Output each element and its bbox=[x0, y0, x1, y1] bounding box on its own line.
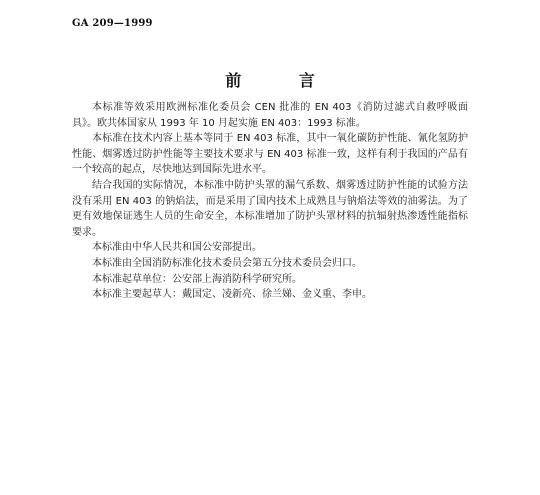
paragraph-drafting-unit: 本标准起草单位：公安部上海消防科学研究所。 bbox=[92, 273, 302, 285]
paragraph-technical-content: 本标准在技术内容上基本等同于 EN 403 标准，其中一氧化碳防护性能、氰化氢防护性能、烟雾透过防护性能等主要技术要求与 EN 403 标准一致，这样有利于我国的产品有一个较高的起点，尽快地达到国际先进水平。 bbox=[72, 133, 468, 176]
paragraph-drafters: 本标准主要起草人：戴国定、凌新亮、徐兰娣、金义重、李申。 bbox=[92, 289, 372, 301]
paragraph-test-methods: 结合我国的实际情况，本标准中防护头罩的漏气系数、烟雾透过防护性能的试验方法没有采用 EN 403 的钠焰法，而是采用了国内技术上成熟且与钠焰法等效的油雾法。为了更有效地保证逃生人员的生命安全，本标准增加了防护头罩材料的抗辐射热渗透性能指标要求。 bbox=[72, 179, 468, 238]
body-text bbox=[72, 100, 468, 303]
standard-code: GA 209—1999 bbox=[72, 18, 153, 29]
paragraph-adoption: 本标准等效采用欧洲标准化委员会 CEN 批准的 EN 403《消防过滤式自救呼吸面具》。欧共体国家从 1993 年 10 月起实施 EN 403：1993 标准。 bbox=[72, 102, 468, 129]
page-title: 前 言 bbox=[225, 71, 341, 90]
paragraph-proposer: 本标准由中华人民共和国公安部提出。 bbox=[92, 242, 262, 254]
paragraph-committee: 本标准由全国消防标准化技术委员会第五分技术委员会归口。 bbox=[92, 257, 362, 269]
